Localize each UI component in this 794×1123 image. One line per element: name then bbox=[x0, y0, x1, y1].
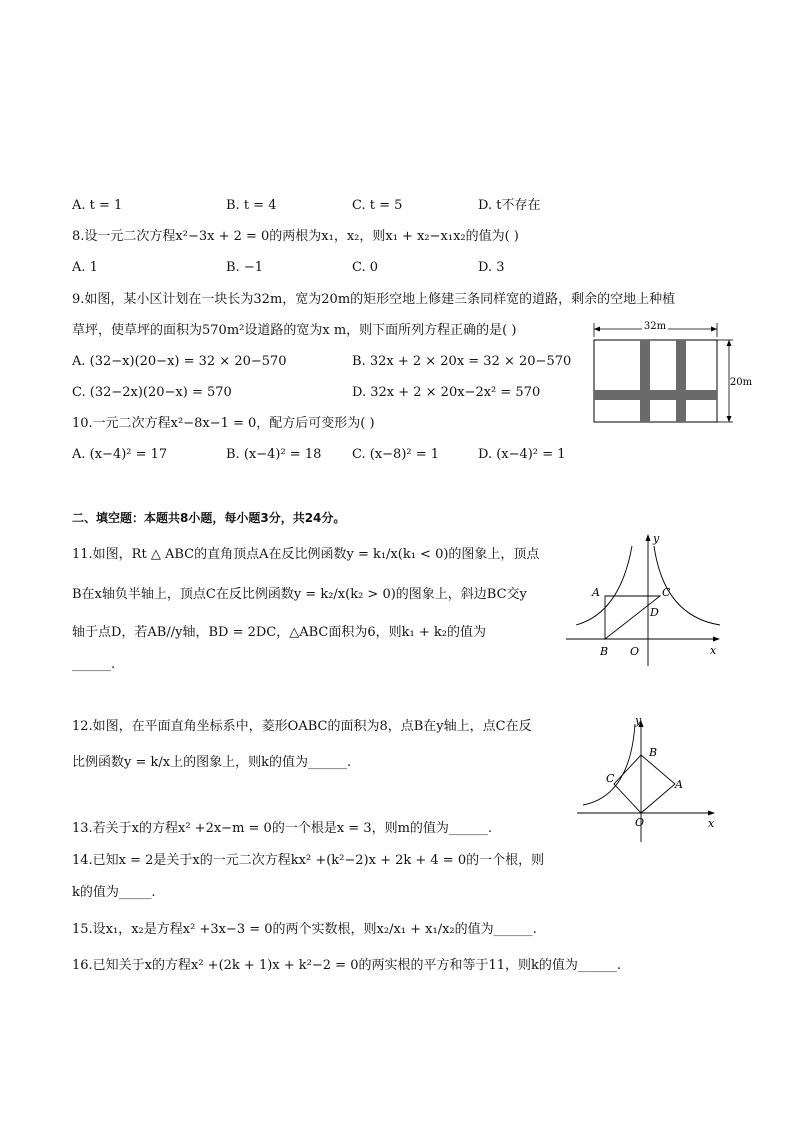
point-a-label: A bbox=[592, 586, 600, 599]
q9-line1: 9.如图，某小区计划在一块长为32m，宽为20m的矩形空地上修建三条同样宽的道路，剩余的空地上种植 bbox=[72, 292, 676, 307]
q11-figure bbox=[560, 528, 730, 668]
x-axis-arrow-icon bbox=[708, 811, 715, 816]
length-label: 32m bbox=[643, 321, 667, 332]
q14-line1: 14.已知x = 2是关于x的一元二次方程kx² +(k²−2)x + 2k + 4 = 0的一个根，则 bbox=[72, 853, 545, 868]
q12-line1: 12.如图，在平面直角坐标系中，菱形OABC的面积为8，点B在y轴上，点C在反 bbox=[72, 719, 532, 734]
q10-option-b: B. (x−4)² = 18 bbox=[226, 447, 322, 462]
point-c-label: C bbox=[662, 586, 671, 599]
q10-stem: 10.一元二次方程x²−8x−1 = 0，配方后可变形为( ) bbox=[72, 416, 375, 431]
point-b-label: B bbox=[600, 645, 609, 658]
origin-label: O bbox=[630, 645, 640, 658]
q9-option-d: D. 32x + 2 × 20x−2x² = 570 bbox=[352, 385, 541, 400]
rhombus-oabc bbox=[614, 755, 675, 813]
q11-line1: 11.如图，Rt △ ABC的直角顶点A在反比例函数y = k₁/x(k₁ < 0)的图象上，顶点 bbox=[72, 547, 540, 562]
q8-option-a: A. 1 bbox=[72, 260, 98, 275]
q7-option-a: A. t = 1 bbox=[72, 198, 123, 213]
q16-stem: 16.已知关于x的方程x² +(2k + 1)x + k²−2 = 0的两实根的平方和等于11，则k的值为______. bbox=[72, 958, 622, 973]
q9-option-a: A. (32−x)(20−x) = 32 × 20−570 bbox=[72, 354, 287, 369]
q12-figure bbox=[575, 712, 725, 846]
section-heading: 二、填空题：本题共8小题，每小题3分，共24分。 bbox=[72, 511, 346, 525]
road-horizontal bbox=[594, 390, 717, 400]
q10-option-a: A. (x−4)² = 17 bbox=[72, 447, 168, 462]
hyperbola bbox=[583, 724, 635, 805]
point-b-label: B bbox=[649, 746, 658, 759]
arrow-left-icon bbox=[594, 327, 600, 332]
field-rectangle bbox=[594, 340, 717, 422]
y-axis-arrow-icon bbox=[646, 534, 651, 541]
x-axis-label: x bbox=[710, 644, 717, 657]
q11-line2: B在x轴负半轴上，顶点C在反比例函数y = k₂/x(k₂ > 0)的图象上，斜边BC交y bbox=[72, 587, 527, 602]
q12-line2: 比例函数y = k/x上的图象上，则k的值为______. bbox=[72, 755, 352, 770]
x-axis-label: x bbox=[708, 817, 715, 830]
point-d-label: D bbox=[650, 606, 659, 619]
arrow-down-icon bbox=[727, 416, 732, 422]
q15-stem: 15.设x₁，x₂是方程x² +3x−3 = 0的两个实数根，则x₂/x₁ + x₁/x₂的值为______. bbox=[72, 922, 537, 937]
q8-option-c: C. 0 bbox=[352, 260, 379, 275]
x-axis-arrow-icon bbox=[713, 637, 720, 642]
arrow-right-icon bbox=[711, 327, 717, 332]
y-axis-label: y bbox=[653, 532, 660, 545]
origin-label: O bbox=[635, 816, 645, 829]
q9-figure bbox=[586, 315, 756, 427]
q9-option-c: C. (32−2x)(20−x) = 570 bbox=[72, 385, 232, 400]
arrow-up-icon bbox=[727, 340, 732, 346]
q11-line3: 轴于点D，若AB//y轴，BD = 2DC，△ABC面积为6，则k₁ + k₂的值为 bbox=[72, 625, 486, 640]
q9-option-b: B. 32x + 2 × 20x = 32 × 20−570 bbox=[352, 354, 572, 369]
point-c-label: C bbox=[606, 772, 615, 785]
y-axis-label: y bbox=[635, 714, 642, 727]
q7-option-c: C. t = 5 bbox=[352, 198, 403, 213]
left-hyperbola bbox=[576, 546, 632, 625]
width-label: 20m bbox=[729, 377, 753, 388]
q8-option-b: B. −1 bbox=[226, 260, 263, 275]
point-a-label: A bbox=[675, 778, 683, 791]
q11-answer-blank: ______. bbox=[72, 657, 116, 672]
road-vertical-2 bbox=[676, 340, 686, 422]
q7-option-d: D. t不存在 bbox=[478, 198, 541, 213]
road-vertical-1 bbox=[640, 340, 650, 422]
q13-stem: 13.若关于x的方程x² +2x−m = 0的一个根是x = 3，则m的值为______. bbox=[72, 821, 493, 836]
q9-line2: 草坪，使草坪的面积为570m²设道路的宽为x m，则下面所列方程正确的是( ) bbox=[72, 323, 517, 338]
q14-line2: k的值为_____. bbox=[72, 885, 156, 900]
q10-option-d: D. (x−4)² = 1 bbox=[478, 447, 566, 462]
q7-option-b: B. t = 4 bbox=[226, 198, 277, 213]
q8-stem: 8.设一元二次方程x²−3x + 2 = 0的两根为x₁，x₂，则x₁ + x₂−x₁x₂的值为( ) bbox=[72, 229, 519, 244]
q8-option-d: D. 3 bbox=[478, 260, 505, 275]
q10-option-c: C. (x−8)² = 1 bbox=[352, 447, 440, 462]
